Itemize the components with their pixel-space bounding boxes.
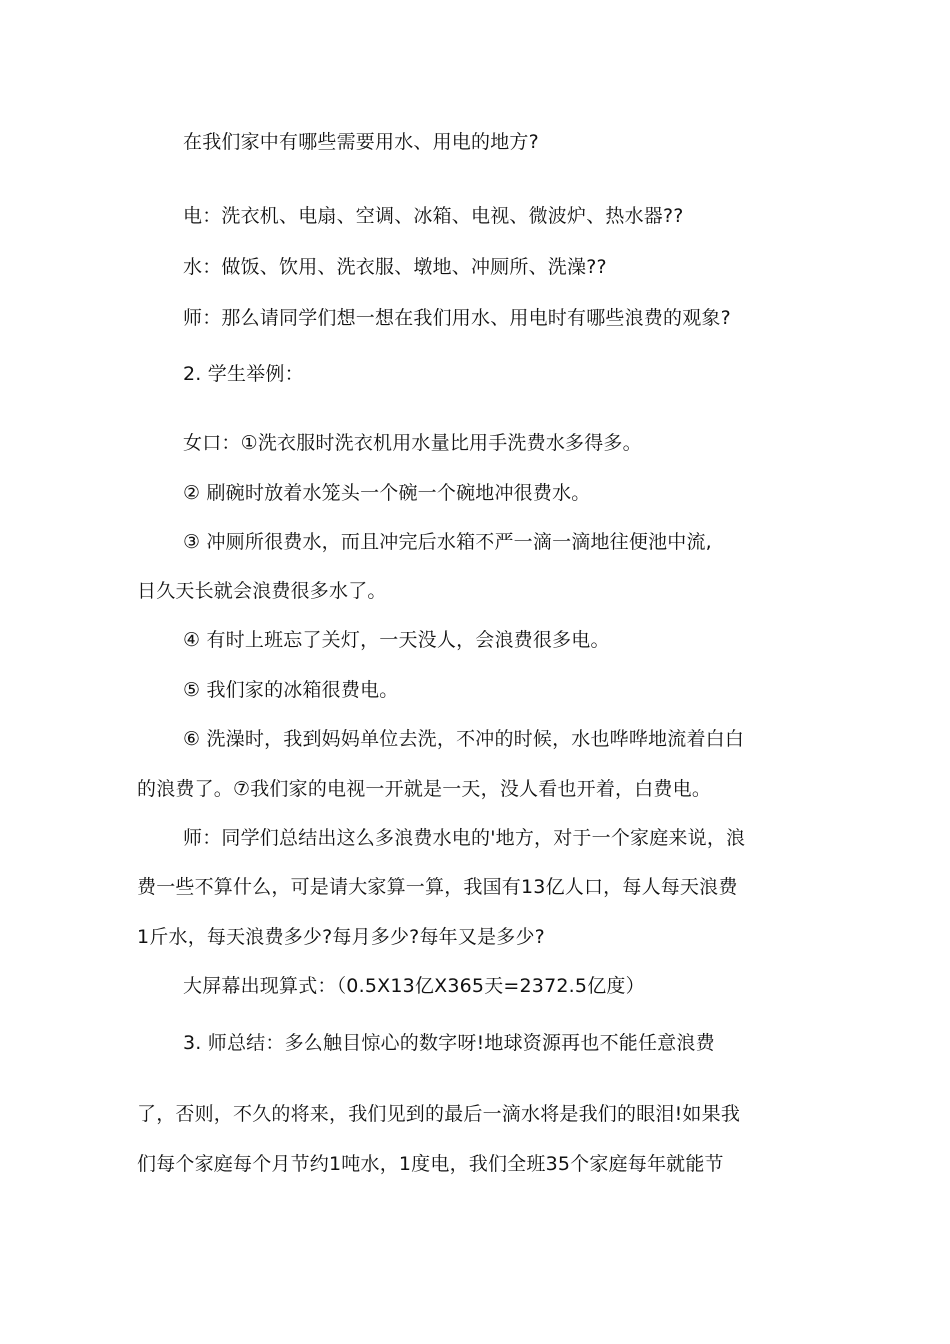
text-line-example-2: ② 刷碗时放着水笼头一个碗一个碗地冲很费水。: [183, 482, 591, 504]
text-line-water: 水：做饭、饮用、洗衣服、墩地、冲厕所、洗澡??: [183, 256, 607, 278]
text-line-teacher-summary: 师：同学们总结出这么多浪费水电的'地方，对于一个家庭来说，浪: [183, 827, 746, 849]
text-line-question: 在我们家中有哪些需要用水、用电的地方?: [183, 131, 539, 153]
text-line-section-3: 3. 师总结：多么触目惊心的数字呀!地球资源再也不能任意浪费: [183, 1032, 715, 1054]
text-line-example-6: ⑥ 洗澡时，我到妈妈单位去洗，不冲的时候，水也哗哗地流着白白: [183, 728, 745, 750]
text-line-electricity: 电：洗衣机、电扇、空调、冰箱、电视、微波炉、热水器??: [183, 205, 684, 227]
text-line-example-4: ④ 有时上班忘了关灯，一天没人，会浪费很多电。: [183, 629, 610, 651]
text-line-example-3-cont: 日久天长就会浪费很多水了。: [137, 580, 387, 602]
text-line-teacher-summary-cont: 费一些不算什么，可是请大家算一算，我国有13亿人口，每人每天浪费: [137, 876, 738, 898]
text-line-example-3: ③ 冲厕所很费水，而且冲完后水箱不严一滴一滴地往便池中流,: [183, 531, 712, 553]
text-line-teacher-summary-cont-2: 1斤水，每天浪费多少?每月多少?每年又是多少?: [137, 926, 545, 948]
text-line-section-3-cont-2: 们每个家庭每个月节约1吨水，1度电，我们全班35个家庭每年就能节: [137, 1153, 724, 1175]
text-line-example-1: 女口：①洗衣服时洗衣机用水量比用手洗费水多得多。: [183, 432, 642, 454]
text-line-formula: 大屏幕出现算式：（0.5X13亿X365天=2372.5亿度）: [183, 975, 645, 997]
text-line-section-2: 2. 学生举例：: [183, 363, 304, 385]
text-line-teacher-question: 师：那么请同学们想一想在我们用水、用电时有哪些浪费的观象?: [183, 307, 731, 329]
text-line-example-5: ⑤ 我们家的冰箱很费电。: [183, 679, 399, 701]
text-line-example-6-cont: 的浪费了。⑦我们家的电视一开就是一天，没人看也开着，白费电。: [137, 778, 712, 800]
text-line-section-3-cont: 了，否则，不久的将来，我们见到的最后一滴水将是我们的眼泪!如果我: [137, 1103, 741, 1125]
